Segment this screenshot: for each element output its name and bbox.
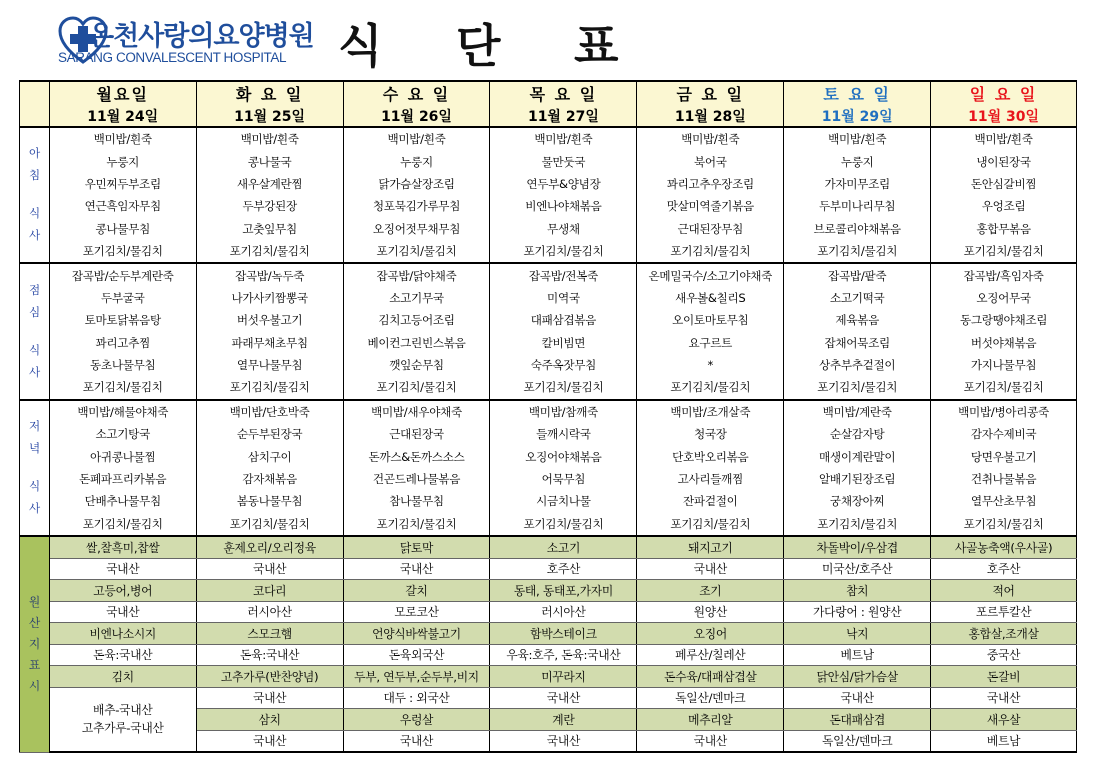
menu-item: 오징어야채볶음 [490, 445, 637, 467]
origin-row [20, 580, 1077, 602]
menu-item: 잡곡밥/녹두죽 [196, 263, 343, 286]
origin-kimchi-origin [49, 687, 196, 752]
origin-item: 소고기 [490, 536, 637, 558]
origin-item: 계란 [490, 709, 637, 731]
menu-item: 포기김치/물김치 [931, 240, 1077, 263]
menu-item: 대패삼겹볶음 [490, 309, 637, 331]
menu-item: 청국장 [637, 423, 784, 445]
menu-item: 궁채장아찌 [784, 490, 931, 512]
menu-item: 포기김치/물김치 [343, 513, 490, 536]
menu-item: 당면우불고기 [931, 445, 1077, 467]
menu-item: 꽈리고추우장조림 [637, 173, 784, 195]
origin-item: 돈육:국내산 [196, 644, 343, 666]
dinner-row [20, 400, 1077, 423]
menu-item: 비엔나야채볶음 [490, 195, 637, 217]
menu-item: 칼비빔면 [490, 332, 637, 354]
menu-item: 누룽지 [49, 150, 196, 172]
menu-item: 포기김치/물김치 [343, 240, 490, 263]
meal-label-char: 저 [28, 418, 40, 433]
menu-item: 잡곡밥/팥죽 [784, 263, 931, 286]
menu-item: 청포묵김가루무침 [343, 195, 490, 217]
origin-item: 코다리 [196, 580, 343, 602]
meal-label-char: 사 [28, 364, 40, 379]
origin-item: 사골농축액(우사골) [931, 536, 1077, 558]
menu-item: 백미밥/흰죽 [196, 127, 343, 150]
origin-item: 모로코산 [343, 601, 490, 623]
dinner-row [20, 468, 1077, 490]
menu-item: 새우볼&칠리S [637, 287, 784, 309]
origin-item: 비엔나소시지 [49, 623, 196, 645]
origin-row [20, 536, 1077, 558]
meal-label-char: 식 [28, 478, 40, 493]
menu-item: 콩나물무침 [49, 218, 196, 240]
page-header [0, 0, 1096, 78]
origin-row [20, 666, 1077, 688]
title-char-1: 식 [338, 19, 383, 73]
breakfast-row [20, 218, 1077, 240]
dinner-row [20, 490, 1077, 512]
origin-label-char: 지 [28, 636, 40, 651]
origin-item: 닭안심/닭가슴살 [784, 666, 931, 688]
meal-label-char: 침 [28, 168, 40, 183]
lunch-row [20, 263, 1077, 286]
menu-item: 포기김치/물김치 [196, 240, 343, 263]
menu-item: 요구르트 [637, 332, 784, 354]
menu-item: 브로콜리야채볶음 [784, 218, 931, 240]
menu-item: 근대된장무침 [637, 218, 784, 240]
menu-item: 온메밀국수/소고기야채죽 [637, 263, 784, 286]
day-name: 금 요 일 [637, 81, 784, 105]
origin-item: 홍합살,조개살 [931, 623, 1077, 645]
origin-item: 베트남 [931, 730, 1077, 752]
origin-item: 독일산/덴마크 [637, 687, 784, 709]
origin-item: 국내산 [490, 687, 637, 709]
menu-item: 돈안심갈비찜 [931, 173, 1077, 195]
menu-item: 콩나물국 [196, 150, 343, 172]
origin-item: 조기 [637, 580, 784, 602]
origin-item: 미꾸라지 [490, 666, 637, 688]
origin-item: 대두 : 외국산 [343, 687, 490, 709]
menu-item: 아귀콩나물찜 [49, 445, 196, 467]
menu-item: 건곤드레나물볶음 [343, 468, 490, 490]
origin-label-char: 표 [28, 657, 40, 672]
meal-label-char: 사 [28, 228, 40, 243]
origin-label [20, 536, 50, 752]
origin-item: 국내산 [49, 601, 196, 623]
menu-item: 백미밥/흰죽 [49, 127, 196, 150]
origin-item: 우렁살 [343, 709, 490, 731]
menu-item: 열무산초무침 [931, 490, 1077, 512]
hospital-name: 온천사랑의요양병원 [88, 21, 314, 52]
menu-item: 백미밥/흰죽 [637, 127, 784, 150]
origin-item: 중국산 [931, 644, 1077, 666]
menu-item: 가자미무조림 [784, 173, 931, 195]
menu-item: 들깨시락국 [490, 423, 637, 445]
menu-item: 소고기무국 [343, 287, 490, 309]
menu-item: 백미밥/조개살죽 [637, 400, 784, 423]
breakfast-row [20, 195, 1077, 217]
origin-item: 새우살 [931, 709, 1077, 731]
menu-item: 가지나물무침 [931, 354, 1077, 376]
lunch-label [20, 263, 50, 399]
origin-item: 페루산/칠레산 [637, 644, 784, 666]
origin-row [20, 601, 1077, 623]
origin-item: 두부, 연두부,순두부,비지 [343, 666, 490, 688]
dinner-row [20, 423, 1077, 445]
menu-item: 연근흑임자무침 [49, 195, 196, 217]
day-name: 목 요 일 [490, 81, 637, 105]
day-name: 수 요 일 [343, 81, 490, 105]
menu-item: 포기김치/물김치 [490, 376, 637, 399]
menu-item: 잔파겉절이 [637, 490, 784, 512]
origin-label-char: 원 [28, 594, 40, 609]
origin-item: 갈치 [343, 580, 490, 602]
menu-item: 건취나물볶음 [931, 468, 1077, 490]
menu-item: 포기김치/물김치 [196, 513, 343, 536]
menu-item: 포기김치/물김치 [637, 513, 784, 536]
origin-kimchi-line: 배추-국내산 [93, 703, 153, 718]
menu-item: 포기김치/물김치 [931, 513, 1077, 536]
meal-label-char: 식 [28, 206, 40, 221]
menu-item: 동그랑땡야채조림 [931, 309, 1077, 331]
menu-item: 잡곡밥/흑임자죽 [931, 263, 1077, 286]
menu-item: 우엉조림 [931, 195, 1077, 217]
day-date: 11월 29일 [784, 105, 931, 127]
meal-label-char: 심 [28, 304, 40, 319]
menu-item: 새우살계란찜 [196, 173, 343, 195]
menu-item: 포기김치/물김치 [196, 376, 343, 399]
breakfast-label [20, 127, 50, 263]
day-date: 11월 25일 [196, 105, 343, 127]
menu-item: 포기김치/물김치 [490, 513, 637, 536]
origin-item: 국내산 [196, 558, 343, 580]
origin-item: 김치 [49, 666, 196, 688]
day-name: 일 요 일 [931, 81, 1077, 105]
menu-item: 베이컨그린빈스볶음 [343, 332, 490, 354]
day-date: 11월 27일 [490, 105, 637, 127]
origin-item: 호주산 [490, 558, 637, 580]
menu-item: 백미밥/새우야채죽 [343, 400, 490, 423]
menu-item: 포기김치/물김치 [784, 240, 931, 263]
origin-item: 국내산 [49, 558, 196, 580]
origin-item: 함박스테이크 [490, 623, 637, 645]
origin-item: 가다랑어 : 원양산 [784, 601, 931, 623]
menu-item: 김치고등어조림 [343, 309, 490, 331]
origin-item: 국내산 [490, 730, 637, 752]
origin-item: 적어 [931, 580, 1077, 602]
origin-item: 국내산 [343, 558, 490, 580]
menu-item: 동초나물무침 [49, 354, 196, 376]
menu-item: 순살감자탕 [784, 423, 931, 445]
origin-item: 국내산 [637, 558, 784, 580]
menu-item: 포기김치/물김치 [49, 513, 196, 536]
menu-item: 오이토마토무침 [637, 309, 784, 331]
origin-item: 포르투칼산 [931, 601, 1077, 623]
menu-item: 물만둣국 [490, 150, 637, 172]
meal-label-char: 아 [28, 146, 40, 161]
menu-item: 꽈리고추찜 [49, 332, 196, 354]
lunch-row [20, 376, 1077, 399]
origin-item: 러시아산 [196, 601, 343, 623]
breakfast-row [20, 150, 1077, 172]
origin-item: 언양식바싹불고기 [343, 623, 490, 645]
corner-cell [20, 81, 50, 105]
origin-item: 우육:호주, 돈육:국내산 [490, 644, 637, 666]
day-name: 화 요 일 [196, 81, 343, 105]
origin-label-char: 산 [28, 615, 40, 630]
origin-item: 삼치 [196, 709, 343, 731]
origin-item: 고등어,병어 [49, 580, 196, 602]
menu-item: 두부굴국 [49, 287, 196, 309]
origin-label-char: 시 [28, 678, 40, 693]
day-date: 11월 30일 [931, 105, 1077, 127]
origin-item: 돈갈비 [931, 666, 1077, 688]
lunch-row [20, 354, 1077, 376]
origin-item: 원양산 [637, 601, 784, 623]
menu-item: 잡곡밥/전복죽 [490, 263, 637, 286]
menu-item: 두부강된장 [196, 195, 343, 217]
menu-item: 백미밥/흰죽 [343, 127, 490, 150]
origin-item: 베트남 [784, 644, 931, 666]
menu-item: 열무나물무침 [196, 354, 343, 376]
menu-item: 누룽지 [343, 150, 490, 172]
origin-item: 스모크햄 [196, 623, 343, 645]
menu-item: 잡채어묵조림 [784, 332, 931, 354]
menu-item: 닭가슴살장조림 [343, 173, 490, 195]
origin-row [20, 623, 1077, 645]
menu-item: 우민찌두부조림 [49, 173, 196, 195]
menu-item: 순두부된장국 [196, 423, 343, 445]
origin-item: 오징어 [637, 623, 784, 645]
menu-table [19, 80, 1077, 753]
menu-item: 단호박오리볶음 [637, 445, 784, 467]
origin-item: 미국산/호주산 [784, 558, 931, 580]
origin-item: 차돌박이/우삼겹 [784, 536, 931, 558]
origin-item: 러시아산 [490, 601, 637, 623]
menu-item: 매생이계란말이 [784, 445, 931, 467]
menu-item: 오징어젓무채무침 [343, 218, 490, 240]
day-name-row [20, 81, 1077, 105]
menu-item: 잡곡밥/순두부계란죽 [49, 263, 196, 286]
dinner-label [20, 400, 50, 536]
origin-item: 쌀,찰흑미,찹쌀 [49, 536, 196, 558]
menu-item: 연두부&양념장 [490, 173, 637, 195]
origin-item: 독일산/덴마크 [784, 730, 931, 752]
origin-item: 호주산 [931, 558, 1077, 580]
breakfast-row [20, 173, 1077, 195]
day-date: 11월 28일 [637, 105, 784, 127]
menu-item: 백미밥/참깨죽 [490, 400, 637, 423]
menu-item: 백미밥/계란죽 [784, 400, 931, 423]
menu-item: 포기김치/물김치 [784, 513, 931, 536]
menu-item: 감자수제비국 [931, 423, 1077, 445]
menu-item: 백미밥/병아리콩죽 [931, 400, 1077, 423]
menu-item: 돈까스&돈까스소스 [343, 445, 490, 467]
origin-kimchi-line: 고추가루-국내산 [81, 721, 164, 736]
menu-item: 상추부추겉절이 [784, 354, 931, 376]
origin-item: 국내산 [784, 687, 931, 709]
breakfast-row [20, 240, 1077, 263]
breakfast-row [20, 127, 1077, 150]
origin-item: 돈육:국내산 [49, 644, 196, 666]
hospital-name-english: SARANG CONVALESCENT HOSPITAL [58, 50, 287, 65]
menu-item: 무생채 [490, 218, 637, 240]
meal-label-char: 점 [28, 282, 40, 297]
menu-item: 백미밥/흰죽 [931, 127, 1077, 150]
origin-item: 고추가루(반찬양념) [196, 666, 343, 688]
menu-item: 홍합무볶음 [931, 218, 1077, 240]
menu-item: 깻잎순무침 [343, 354, 490, 376]
menu-item: 시금치나물 [490, 490, 637, 512]
menu-item: 알배기된장조림 [784, 468, 931, 490]
origin-item: 국내산 [196, 687, 343, 709]
origin-item: 국내산 [931, 687, 1077, 709]
origin-row [20, 558, 1077, 580]
menu-item: 버섯야채볶음 [931, 332, 1077, 354]
menu-item: 포기김치/물김치 [637, 376, 784, 399]
meal-label-char [20, 460, 49, 476]
menu-item: 고사리들깨찜 [637, 468, 784, 490]
day-date: 11월 26일 [343, 105, 490, 127]
origin-item: 국내산 [637, 730, 784, 752]
origin-row [20, 687, 1077, 709]
origin-item: 국내산 [196, 730, 343, 752]
menu-item: 미역국 [490, 287, 637, 309]
origin-item: 닭토막 [343, 536, 490, 558]
origin-row [20, 644, 1077, 666]
meal-label-char: 식 [28, 342, 40, 357]
menu-item: 소고기떡국 [784, 287, 931, 309]
menu-item: 두부미나리무침 [784, 195, 931, 217]
origin-item: 돈대패삼겹 [784, 709, 931, 731]
menu-item: 단배추나물무침 [49, 490, 196, 512]
menu-item: 백미밥/흰죽 [490, 127, 637, 150]
meal-label-char [20, 187, 49, 203]
origin-item: 돼지고기 [637, 536, 784, 558]
origin-item: 메추리알 [637, 709, 784, 731]
menu-item: 포기김치/물김치 [343, 376, 490, 399]
dinner-row [20, 445, 1077, 467]
origin-item: 낙지 [784, 623, 931, 645]
menu-item: 어묵무침 [490, 468, 637, 490]
menu-item: 누룽지 [784, 150, 931, 172]
title-char-3: 표 [574, 19, 619, 73]
meal-label-char [20, 324, 49, 340]
menu-item: 파래무채초무침 [196, 332, 343, 354]
menu-item: 포기김치/물김치 [784, 376, 931, 399]
menu-item: 토마토닭볶음탕 [49, 309, 196, 331]
menu-item: 참나물무침 [343, 490, 490, 512]
meal-label-char: 녁 [28, 440, 40, 455]
dinner-row [20, 513, 1077, 536]
menu-item: 포기김치/물김치 [931, 376, 1077, 399]
menu-item: 포기김치/물김치 [49, 240, 196, 263]
day-name: 토 요 일 [784, 81, 931, 105]
menu-item: 삼치구이 [196, 445, 343, 467]
title-char-2: 단 [456, 19, 501, 73]
menu-item: 제육볶음 [784, 309, 931, 331]
origin-item: 돈육외국산 [343, 644, 490, 666]
menu-item: 북어국 [637, 150, 784, 172]
menu-item: 근대된장국 [343, 423, 490, 445]
meal-label-char: 사 [28, 500, 40, 515]
lunch-row [20, 332, 1077, 354]
menu-item: 버섯우불고기 [196, 309, 343, 331]
menu-item: 숙주옥잣무침 [490, 354, 637, 376]
menu-item: 포기김치/물김치 [490, 240, 637, 263]
origin-item: 훈제오리/오리정육 [196, 536, 343, 558]
day-date: 11월 24일 [49, 105, 196, 127]
menu-item: 돈폐파프리카볶음 [49, 468, 196, 490]
hospital-logo [58, 12, 320, 70]
menu-item: 포기김치/물김치 [637, 240, 784, 263]
menu-item: 백미밥/단호박죽 [196, 400, 343, 423]
corner-cell [20, 105, 50, 127]
origin-item: 참치 [784, 580, 931, 602]
lunch-row [20, 287, 1077, 309]
menu-item: 봄동나물무침 [196, 490, 343, 512]
menu-item: 냉이된장국 [931, 150, 1077, 172]
origin-item: 국내산 [343, 730, 490, 752]
menu-item: 고춧잎무침 [196, 218, 343, 240]
menu-item: 잡곡밥/닭야채죽 [343, 263, 490, 286]
lunch-row [20, 309, 1077, 331]
date-row [20, 105, 1077, 127]
menu-item: * [637, 354, 784, 376]
menu-item: 포기김치/물김치 [49, 376, 196, 399]
day-name: 월요일 [49, 81, 196, 105]
menu-item: 백미밥/해물야채죽 [49, 400, 196, 423]
menu-item: 맛살미역줄기볶음 [637, 195, 784, 217]
menu-item: 나가사키짬뽕국 [196, 287, 343, 309]
menu-item: 백미밥/흰죽 [784, 127, 931, 150]
origin-item: 동태, 동태포,가자미 [490, 580, 637, 602]
menu-item: 소고기탕국 [49, 423, 196, 445]
menu-item: 오징어무국 [931, 287, 1077, 309]
origin-item: 돈수육/대패삼겹살 [637, 666, 784, 688]
menu-item: 감자채볶음 [196, 468, 343, 490]
